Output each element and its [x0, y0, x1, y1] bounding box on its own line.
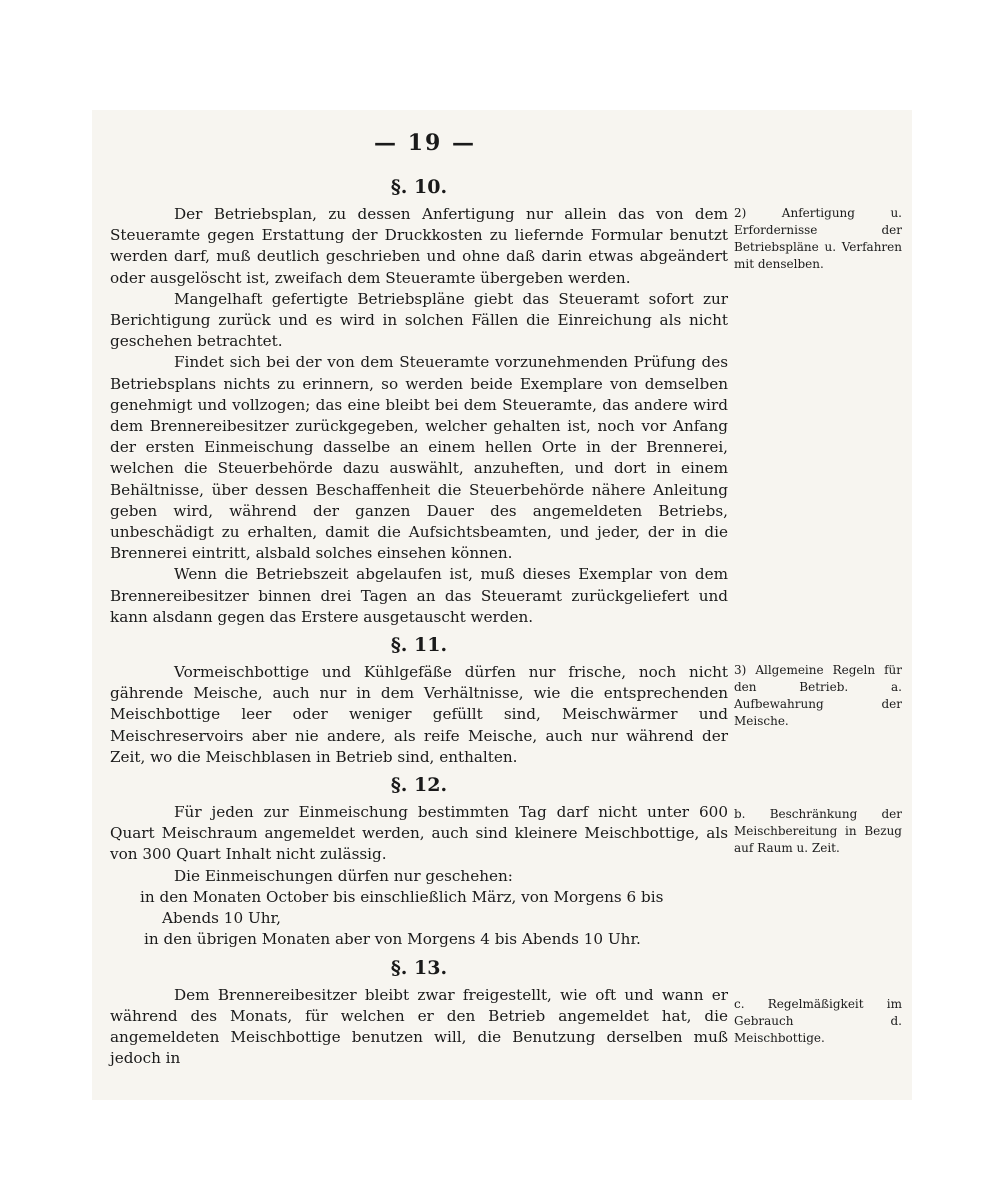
main-text-column — [110, 170, 728, 1069]
list-item: Abends 10 Uhr, — [162, 909, 281, 928]
paragraph: Dem Brennereibesitzer bleibt zwar freigestellt, wie oft und wann er während des Monats, für welchen er den Betrieb angemeldet hat, die angemeldeten Meischbottige benutzen will, die Benutzung derselben muß jedoch in — [110, 985, 728, 1068]
list-item: in den Monaten October bis einschließlich März, von Morgens 6 bis — [140, 887, 664, 906]
paragraph: Der Betriebsplan, zu dessen Anfertigung nur allein das von dem Steueramte gegen Erstattung der Druckkosten zu liefernde Formular benutzt werden darf, muß deutlich geschrieben und ohne daß darin etwas abgeändert oder ausgelöscht ist, zweifach dem Steueramte übergeben werden. — [110, 205, 728, 287]
page-number: — 19 — — [374, 130, 476, 156]
section-heading-10: §. 10. — [390, 176, 448, 198]
margin-note: 2) Anfertigung u. Erfordernisse der Betriebspläne u. Verfahren mit denselben. — [734, 206, 902, 271]
margin-note: 3) Allgemeine Regeln für den Betrieb. a. Aufbewahrung der Meische. — [734, 663, 902, 728]
margin-note: c. Regelmäßigkeit im Gebrauch d. Meischbottige. — [734, 997, 902, 1045]
paragraph: Mangelhaft gefertigte Betriebspläne giebt das Steueramt sofort zur Berichtigung zurück und es wird in solchen Fällen die Einreichung als nicht geschehen betrachtet. — [110, 289, 728, 351]
list-item: in den übrigen Monaten aber von Morgens 4 bis Abends 10 Uhr. — [144, 930, 641, 949]
paragraph: Für jeden zur Einmeischung bestimmten Tag darf nicht unter 600 Quart Meischraum angemeldet werden, auch sind kleinere Meischbottige, als von 300 Quart Inhalt nicht zulässig. — [110, 803, 728, 864]
paragraph: Vormeischbottige und Kühlgefäße dürfen nur frische, noch nicht gährende Meische, auch nur in dem Verhältnisse, wie die entsprechenden Meischbottige leer oder weniger gefüllt sind, Meischwärmer und Meischreservoirs aber nie andere, als reife Meische, auch nur während der Zeit, wo die Meischblasen in Betrieb sind, enthalten. — [110, 663, 728, 766]
margin-note: b. Beschränkung der Meischbereitung in Bezug auf Raum u. Zeit. — [734, 807, 902, 855]
section-heading-11: §. 11. — [390, 634, 448, 657]
list-intro: Die Einmeischungen dürfen nur geschehen: — [174, 866, 513, 885]
section-heading-12: §. 12. — [390, 774, 448, 797]
section-heading-13: §. 13. — [390, 956, 448, 979]
paragraph: Wenn die Betriebszeit abgelaufen ist, muß dieses Exemplar von dem Brennereibesitzer binnen drei Tagen an das Steueramt zurückgeliefert und kann alsdann gegen das Erstere ausgetauscht werden. — [110, 565, 728, 626]
paragraph: Findet sich bei der von dem Steueramte vorzunehmenden Prüfung des Betriebsplans nichts zu erinnern, so werden beide Exemplare von demselben genehmigt und vollzogen; das eine bleibt bei dem Steueramte, das andere wird dem Brennereibesitzer zurückgegeben, welcher gehalten ist, noch vor Anfang der ersten Einmeischung dasselbe an einem hellen Orte in der Brennerei, welchen die Steuerbehörde dazu auswählt, anzuheften, und dort in einem Behältnisse, über dessen Beschaffenheit die Steuerbehörde nähere Anleitung geben wird, während der ganzen Dauer des angemeldeten Betriebs, unbeschädigt zu erhalten, damit die Aufsichtsbeamten, und jeder, der in die Brennerei eintritt, alsbald solches einsehen können. — [110, 353, 728, 563]
